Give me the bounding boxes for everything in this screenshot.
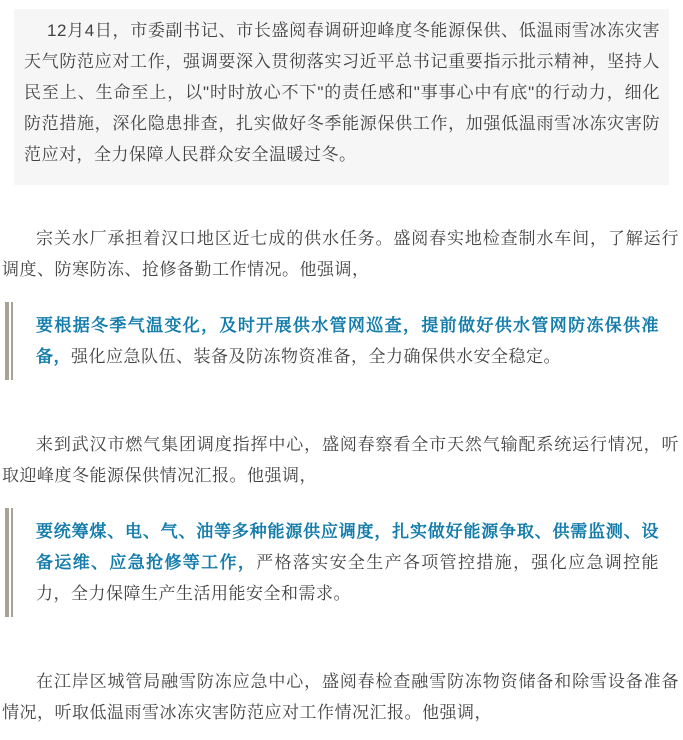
paragraph-gas-group: 来到武汉市燃气集团调度指挥中心，盛阅春察看全市天然气输配系统运行情况，听取迎峰度冬能源保供情况汇报。他强调，: [2, 435, 679, 485]
quote-regular-text: 严格落实安全生产各项管控措施，强化应急调控能力，全力保障生产生活用能安全和需求。: [36, 553, 660, 603]
quote-text: [36, 310, 659, 372]
intro-text: 12月4日，市委副书记、市长盛阅春调研迎峰度冬能源保供、低温雨雪冰冻灾害天气防范应对工作，强调要深入贯彻落实习近平总书记重要指示批示精神，坚持人民至上、生命至上，以"时时放心不下"的责任感和"事事心中有底"的行动力，细化防范措施，深化隐患排查，扎实做好冬季能源保供工作，加强低温雨雪冰冻灾害防范应对，全力保障人民群众安全温暖过冬。: [24, 21, 660, 164]
quote-block-water-supply: [5, 302, 669, 380]
quote-inner: [11, 508, 669, 617]
intro-summary-box: [14, 9, 669, 185]
quote-regular-text: 强化应急队伍、装备及防冻物资准备，全力确保供水安全稳定。: [71, 347, 561, 366]
quote-inner: [11, 302, 669, 380]
quote-highlight-text: 要统筹煤、电、气、油等多种能源供应调度，扎实做好能源争取、供需监测、设备运维、应急抢修等工作，: [36, 522, 659, 572]
quote-highlight-text: 要根据冬季气温变化，及时开展供水管网巡查，提前做好供水管网防冻保供准备，: [36, 316, 659, 366]
paragraph-water-plant: 宗关水厂承担着汉口地区近七成的供水任务。盛阅春实地检查制水车间，了解运行调度、防寒防冻、抢修备勤工作情况。他强调，: [2, 229, 679, 279]
quote-block-energy: [5, 508, 669, 617]
quote-text: [36, 516, 659, 609]
paragraph-snow-center: 在江岸区城管局融雪防冻应急中心，盛阅春检查融雪防冻物资储备和除雪设备准备情况，听取低温雨雪冰冻灾害防范应对工作情况汇报。他强调，: [2, 672, 679, 722]
